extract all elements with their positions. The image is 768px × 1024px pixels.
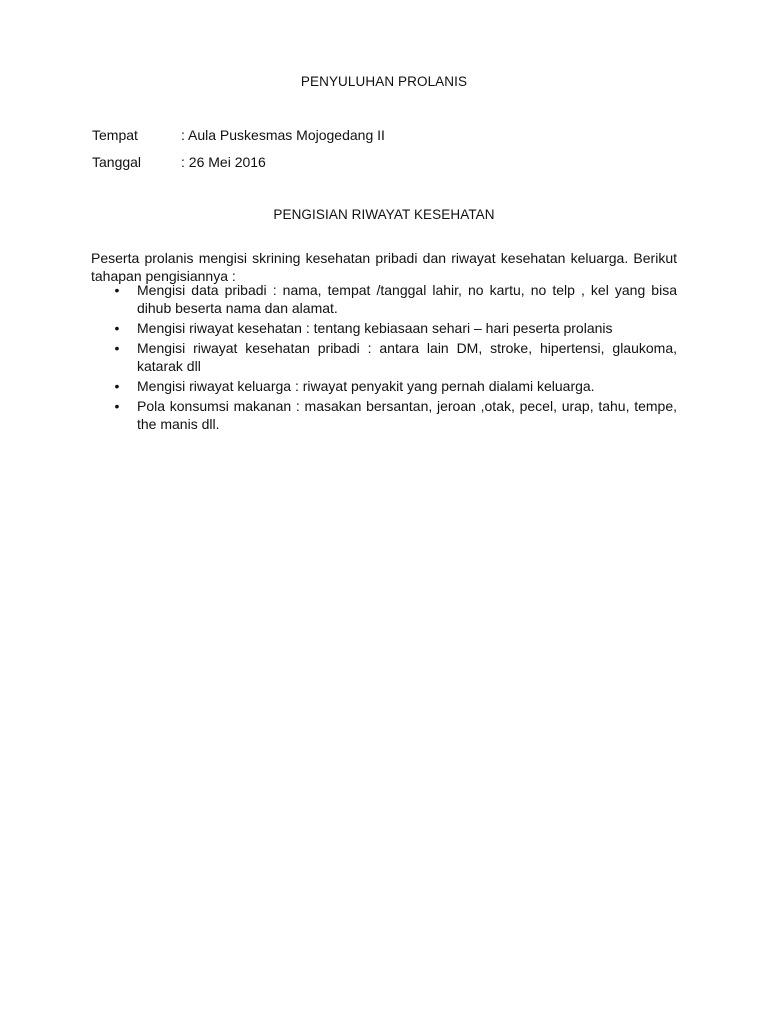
bullet-icon: • bbox=[114, 282, 120, 298]
bullet-icon: • bbox=[114, 398, 120, 414]
section-title: PENGISIAN RIWAYAT KESEHATAN bbox=[273, 207, 495, 222]
place-value: : Aula Puskesmas Mojogedang II bbox=[181, 127, 385, 143]
bullet-icon: • bbox=[114, 320, 120, 336]
meta-row-date bbox=[92, 154, 266, 170]
list-item bbox=[112, 319, 677, 337]
step-text: Mengisi data pribadi : nama, tempat /tanggal lahir, no kartu, no telp , kel yang bisa dihub beserta nama dan alamat. bbox=[137, 282, 677, 316]
date-value: : 26 Mei 2016 bbox=[181, 154, 266, 170]
step-text: Mengisi riwayat kesehatan : tentang kebiasaan sehari – hari peserta prolanis bbox=[137, 320, 613, 336]
step-text: Mengisi riwayat keluarga : riwayat penyakit yang pernah dialami keluarga. bbox=[137, 378, 595, 394]
bullet-icon: • bbox=[114, 340, 120, 356]
place-label: Tempat bbox=[92, 127, 138, 143]
list-item bbox=[112, 281, 677, 317]
list-item bbox=[112, 397, 677, 433]
step-text: Mengisi riwayat kesehatan pribadi : antara lain DM, stroke, hipertensi, glaukoma, katarak dll bbox=[137, 340, 677, 374]
list-item bbox=[112, 339, 677, 375]
intro-paragraph: Peserta prolanis mengisi skrining kesehatan pribadi dan riwayat kesehatan keluarga. Berikut tahapan pengisiannya : bbox=[91, 250, 677, 284]
document-title: PENYULUHAN PROLANIS bbox=[300, 74, 468, 89]
meta-row-place bbox=[92, 127, 385, 143]
steps-list bbox=[112, 281, 677, 435]
list-item bbox=[112, 377, 677, 395]
date-label: Tanggal bbox=[92, 154, 142, 170]
bullet-icon: • bbox=[114, 378, 120, 394]
step-text: Pola konsumsi makanan : masakan bersantan, jeroan ,otak, pecel, urap, tahu, tempe, the manis dll. bbox=[137, 398, 677, 432]
